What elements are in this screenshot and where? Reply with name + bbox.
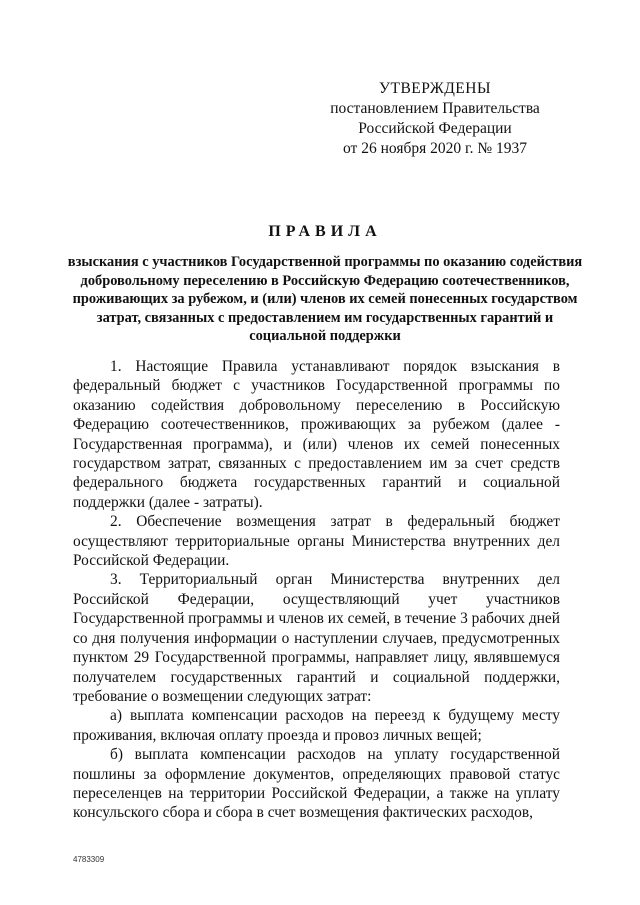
- document-body: [73, 357, 560, 823]
- paragraph-3a: а) выплата компенсации расходов на переезд к будущему месту проживания, включая оплату проезда и провоз личных вещей;: [73, 707, 560, 744]
- approval-line-2: Российской Федерации: [358, 120, 512, 137]
- document-heading: [60, 223, 590, 346]
- document-subtitle: взыскания с участников Государственной программы по оказанию содействия добровольному переселению в Российскую Федерацию соотечественников, проживающих за рубежом, и (или) членов их семей понесенных государством затрат, связанных с предоставлением им государственных гарантий и социальной поддержки: [67, 254, 583, 344]
- paragraph-2: 2. Обеспечение возмещения затрат в федеральный бюджет осуществляют территориальные органы Министерства внутренних дел Российской Федерации.: [73, 513, 560, 570]
- approved-heading: УТВЕРЖДЕНЫ: [379, 80, 491, 97]
- approval-line-3: от 26 ноября 2020 г. № 1937: [343, 140, 527, 157]
- approval-block: [330, 79, 540, 159]
- document-title: ПРАВИЛА: [268, 223, 382, 240]
- paragraph-3: 3. Территориальный орган Министерства внутренних дел Российской Федерации, осуществляющий учет участников Государственной программы и членов их семей, в течение 3 рабочих дней со дня получения информации о наступлении случаев, предусмотренных пунктом 29 Государственной программы, направляет лицу, являвшемуся получателем государственных гарантий и социальной поддержки, требование о возмещении следующих затрат:: [73, 571, 560, 705]
- approval-line-1: постановлением Правительства: [330, 100, 540, 117]
- paragraph-3b: б) выплата компенсации расходов на уплату государственной пошлины за оформление документов, определяющих правовой статус переселенцев на территории Российской Федерации, а также на уплату консульского сбора и сбора в счет возмещения фактических расходов,: [73, 746, 560, 822]
- document-number: 4783309: [73, 855, 105, 864]
- paragraph-1: 1. Настоящие Правила устанавливают порядок взыскания в федеральный бюджет с участников Государственной программы по оказанию содействия добровольному переселению в Российскую Федерацию соотечественников, проживающих за рубежом (далее - Государственная программа), и (или) членов их семей понесенных государством затрат, связанных с предоставлением им за счет средств федерального бюджета государственных гарантий и социальной поддержки (далее - затраты).: [73, 358, 560, 511]
